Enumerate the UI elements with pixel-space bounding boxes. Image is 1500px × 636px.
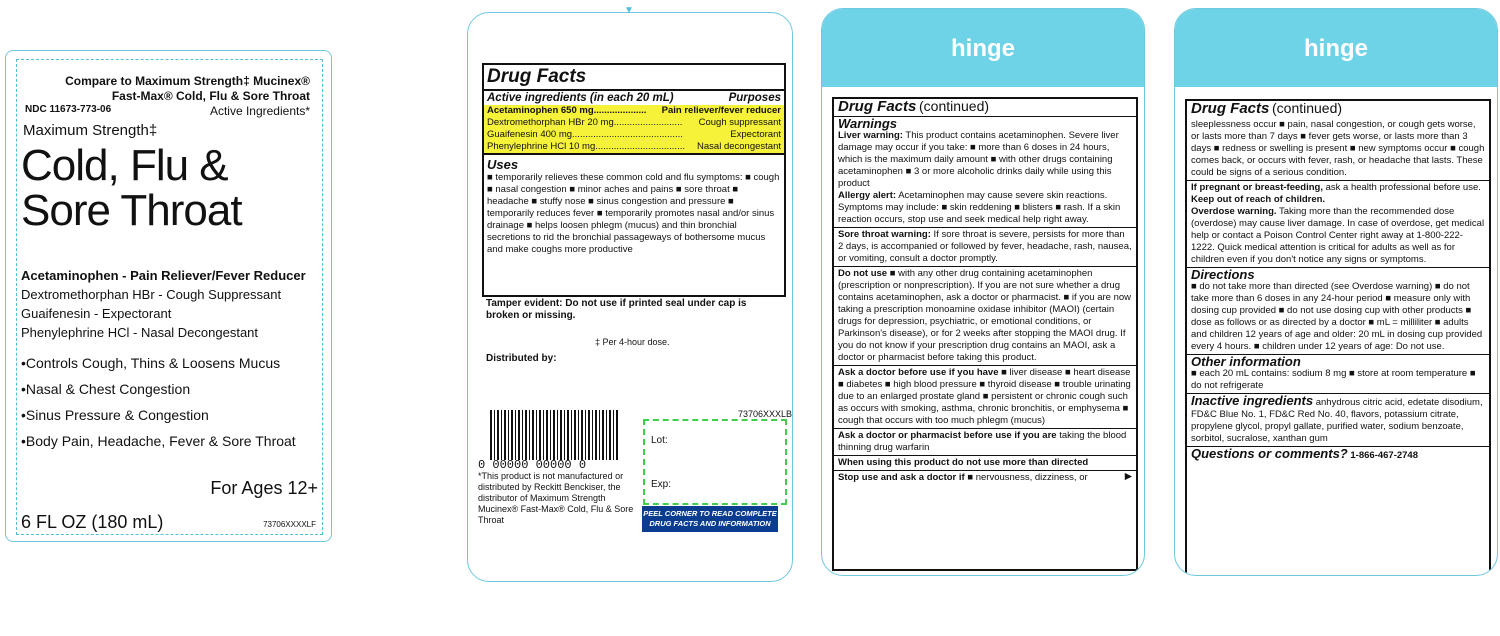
- ask-heading: Ask a doctor before use if you have: [838, 367, 999, 378]
- ingredient: Acetaminophen 650 mg....................: [487, 105, 647, 116]
- sore-heading: Sore throat warning:: [838, 229, 931, 240]
- per-dose-note: ‡ Per 4-hour dose.: [595, 337, 670, 347]
- ingredient: Phenylephrine HCl 10 mg..................................: [487, 141, 685, 152]
- drug-facts-panel: [467, 5, 793, 582]
- disclaimer: *This product is not manufactured or distributed by Reckitt Benckiser, the distributor of Maximum Strength Mucinex® Fast-Max® Cold, Flu & Sore Throat: [478, 471, 634, 525]
- active-header: [484, 91, 784, 105]
- ingredient: Phenylephrine HCl - Nasal Decongestant: [21, 325, 259, 340]
- maximum-strength: Maximum Strength‡: [23, 122, 158, 139]
- phone-number: 1-866-467-2748: [1350, 450, 1418, 461]
- active-row: [484, 105, 784, 117]
- sore-throat-section: [834, 228, 1136, 267]
- purpose: Expectorant: [730, 129, 781, 140]
- compare-line: Active Ingredients*: [209, 104, 310, 118]
- lot-exp-box: [643, 419, 787, 505]
- do-not-use-section: [834, 267, 1136, 366]
- keep-out-reach: Keep out of reach of children.: [1191, 194, 1326, 205]
- hinge-panel-left: [821, 8, 1145, 576]
- liver-text: This product contains acetaminophen. Severe liver damage may occur if you take: ■ more than 6 doses in 24 hours, which is the maximum daily amount ■ with other drugs containing acetaminophen ■ 3 or more alcoholic drinks daily while using this product: [838, 130, 1119, 189]
- drug-facts-continued-box: [832, 97, 1138, 571]
- purpose: Cough suppressant: [698, 117, 781, 128]
- tamper-evident: Tamper evident: Do not use if printed seal under cap is broken or missing.: [486, 298, 747, 321]
- benefit-item: • Sinus Pressure & Congestion: [21, 402, 296, 428]
- benefit-item: • Body Pain, Headache, Fever & Sore Throat: [21, 428, 296, 454]
- drug-facts-title: Drug Facts: [484, 65, 784, 91]
- ingredient: Guaifenesin - Expectorant: [21, 306, 172, 321]
- ingredient: Dextromethorphan HBr 20 mg..........................: [487, 117, 683, 128]
- ndc-number: NDC 11673-773-06: [25, 104, 112, 115]
- title-line: Cold, Flu &: [21, 141, 228, 190]
- product-title: [21, 143, 242, 233]
- questions-heading: Questions or comments?: [1191, 446, 1348, 461]
- other-text: ■ each 20 mL contains: sodium 8 mg ■ store at room temperature ■ do not refrigerate: [1191, 368, 1476, 391]
- peel-corner-tab[interactable]: PEEL CORNER TO READ COMPLETE DRUG FACTS AND INFORMATION: [642, 506, 778, 532]
- dnu-text: ■ with any other drug containing acetaminophen (prescription or nonprescription). If you are not sure whether a drug contains acetaminophen, ask a doctor or pharmacist. ■ if you are now taking a prescription monoamine oxidase inhibitor (MAOI) (certain drugs for depression, psychiatric, or emotional conditions, or Parkinson's disease), or for 2 weeks after stopping the MAOI drug. If you do not know if your prescription drug contains an MAOI, ask a doctor or pharmacist before taking this product.: [838, 268, 1132, 363]
- ask-pharmacist-section: [834, 429, 1136, 456]
- barcode: [490, 410, 620, 460]
- when-using-section: [834, 456, 1136, 471]
- compare-line: Fast-Max® Cold, Flu & Sore Throat: [111, 89, 310, 103]
- active-table: [484, 105, 784, 155]
- overdose-heading: Overdose warning.: [1191, 206, 1277, 217]
- preg-heading: If pregnant or breast-feeding,: [1191, 182, 1323, 193]
- active-row: [484, 129, 784, 141]
- drug-facts-continued-box: [1185, 99, 1491, 576]
- age-statement: For Ages 12+: [210, 478, 318, 498]
- hinge-panel-right: [1174, 8, 1498, 576]
- subtitle: (continued): [1272, 100, 1343, 116]
- uses-text: ■ temporarily relieves these common cold and flu symptoms: ■ cough ■ nasal congestion ■ minor aches and pains ■ sore throat ■ headache ■ stuffy nose ■ sinus congestion and pressure ■ temporarily reduces fever ■ temporarily promotes nasal and/or sinus drainage ■ helps loosen phlegm (mucus) and thin bronchial secretions to rid the bronchial passageways of bothersome mucus and make coughs more productive: [487, 172, 780, 255]
- title-line: Sore Throat: [21, 186, 242, 235]
- active-row: [484, 141, 784, 153]
- questions-section: [1187, 447, 1489, 463]
- ask-text: ■ liver disease ■ heart disease ■ diabetes ■ high blood pressure ■ thyroid disease ■ trouble urinating due to an enlarged prostate gland ■ persistent or chronic cough such as occurs with smoking, asthma, chronic bronchitis, or emphysema ■ cough that occurs with too much phlegm (mucus): [838, 367, 1131, 426]
- exp-label: Exp:: [651, 479, 672, 490]
- other-info-section: [1187, 355, 1489, 394]
- continue-arrow-icon: ▶: [1124, 471, 1132, 482]
- allergy-text: Acetaminophen may cause severe skin reactions. Symptoms may include: ■ skin reddening ■ blisters ■ rash. If a skin reaction occurs, stop use and seek medical help right away.: [838, 190, 1121, 225]
- allergy-heading: Allergy alert:: [838, 190, 897, 201]
- ingredient: Guaifenesin 400 mg..........................................: [487, 129, 683, 140]
- liver-heading: Liver warning:: [838, 130, 903, 141]
- benefit-list: [21, 350, 296, 454]
- other-heading: Other information: [1191, 354, 1301, 369]
- uses-section: [484, 155, 784, 258]
- benefit-item: • Nasal & Chest Congestion: [21, 376, 296, 402]
- hinge-header: hinge: [1175, 9, 1497, 87]
- arrow-down-icon: ▼: [624, 5, 634, 16]
- title: Drug Facts: [1191, 100, 1270, 117]
- purpose: Nasal decongestant: [697, 141, 781, 152]
- continued-title: [834, 99, 1136, 117]
- front-label-panel: [5, 50, 332, 542]
- ingredient: Acetaminophen - Pain Reliever/Fever Reducer: [21, 268, 306, 283]
- askp-text: taking the blood thinning drug warfarin: [838, 430, 1127, 453]
- when-text: When using this product do not use more than directed: [838, 457, 1089, 468]
- stop-heading: Stop use and ask a doctor if: [838, 472, 965, 483]
- stop-use-continued: sleeplessness occur ■ pain, nasal congestion, or cough gets worse, or lasts more than 7 days ■ fever gets worse, or lasts more than 3 days ■ redness or swelling is present ■ new symptoms occur ■ cough comes back, or occurs with fever, rash, or headache that lasts. These could be signs of a serious condition.: [1187, 118, 1489, 181]
- subtitle: (continued): [919, 98, 990, 114]
- label-code: 73706XXXXLF: [263, 520, 316, 529]
- preg-text: ask a health professional before use.: [1325, 182, 1481, 193]
- inactive-text: anhydrous citric acid, edetate disodium, FD&C Blue No. 1, FD&C Red No. 40, flavors, potassium citrate, propylene glycol, propyl gallate, purified water, sodium benzoate, sorbitol, sucralose, xanthan gum: [1191, 397, 1483, 444]
- allergy-alert: [838, 190, 1132, 226]
- pregnancy-section: [1187, 181, 1489, 268]
- compare-line: Compare to Maximum Strength‡ Mucinex®: [65, 74, 310, 88]
- purpose: Pain reliever/fever reducer: [661, 105, 781, 116]
- sore-text: If sore throat is severe, persists for more than 2 days, is accompanied or followed by fever, headache, rash, nausea, or vomiting, consult a doctor promptly.: [838, 229, 1132, 264]
- warnings-section: [834, 117, 1136, 228]
- directions-section: [1187, 268, 1489, 355]
- inactive-heading: Inactive ingredients: [1191, 393, 1314, 408]
- uses-heading: Uses: [487, 157, 519, 172]
- stop-text: ■ nervousness, dizziness, or: [967, 472, 1088, 483]
- inactive-section: [1187, 394, 1489, 447]
- ingredient-list: [21, 266, 306, 342]
- stop-use-section: [834, 471, 1136, 485]
- directions-heading: Directions: [1191, 267, 1255, 282]
- ask-doctor-section: [834, 366, 1136, 429]
- barcode-number: 0 00000 00000 0: [478, 458, 587, 472]
- purposes-heading: Purposes: [728, 92, 781, 104]
- overdose-text: Taking more than the recommended dose (overdose) may cause liver damage. In case of overdose, get medical help or contact a Poison Control Center right away at 1-800-222-1222. Quick medical attention is critical for adults as well as for children even if you don't notice any signs or symptoms.: [1191, 206, 1485, 265]
- drug-facts-box: [482, 63, 786, 297]
- active-row: [484, 117, 784, 129]
- directions-text: ■ do not take more than directed (see Overdose warning) ■ do not take more than 6 doses in any 24-hour period ■ measure only with dosing cup provided ■ do not use dosing cup with other products ■ dose as follows or as directed by a doctor ■ mL = milliliter ■ adults and children 12 years of age and older: 20 mL in dosing cup provided every 4 hours. ■ children under 12 years of age: Do not use.: [1191, 281, 1483, 352]
- title: Drug Facts: [838, 98, 917, 115]
- lot-label: Lot:: [651, 435, 668, 446]
- dnu-heading: Do not use: [838, 268, 888, 279]
- hinge-header: hinge: [822, 9, 1144, 87]
- continued-title: [1187, 101, 1489, 118]
- volume: 6 FL OZ (180 mL): [21, 512, 164, 532]
- active-ingredients-heading: Active ingredients (in each 20 mL): [487, 92, 674, 104]
- ingredient: Dextromethorphan HBr - Cough Suppressant: [21, 287, 282, 302]
- distributed-by: Distributed by:: [486, 353, 557, 364]
- liver-warning: [838, 130, 1132, 190]
- askp-heading: Ask a doctor or pharmacist before use if you are: [838, 430, 1057, 441]
- facts-code: 73706XXXLB: [738, 409, 793, 419]
- benefit-item: • Controls Cough, Thins & Loosens Mucus: [21, 350, 296, 376]
- warnings-heading: Warnings: [838, 116, 897, 131]
- front-label-border: [16, 59, 323, 535]
